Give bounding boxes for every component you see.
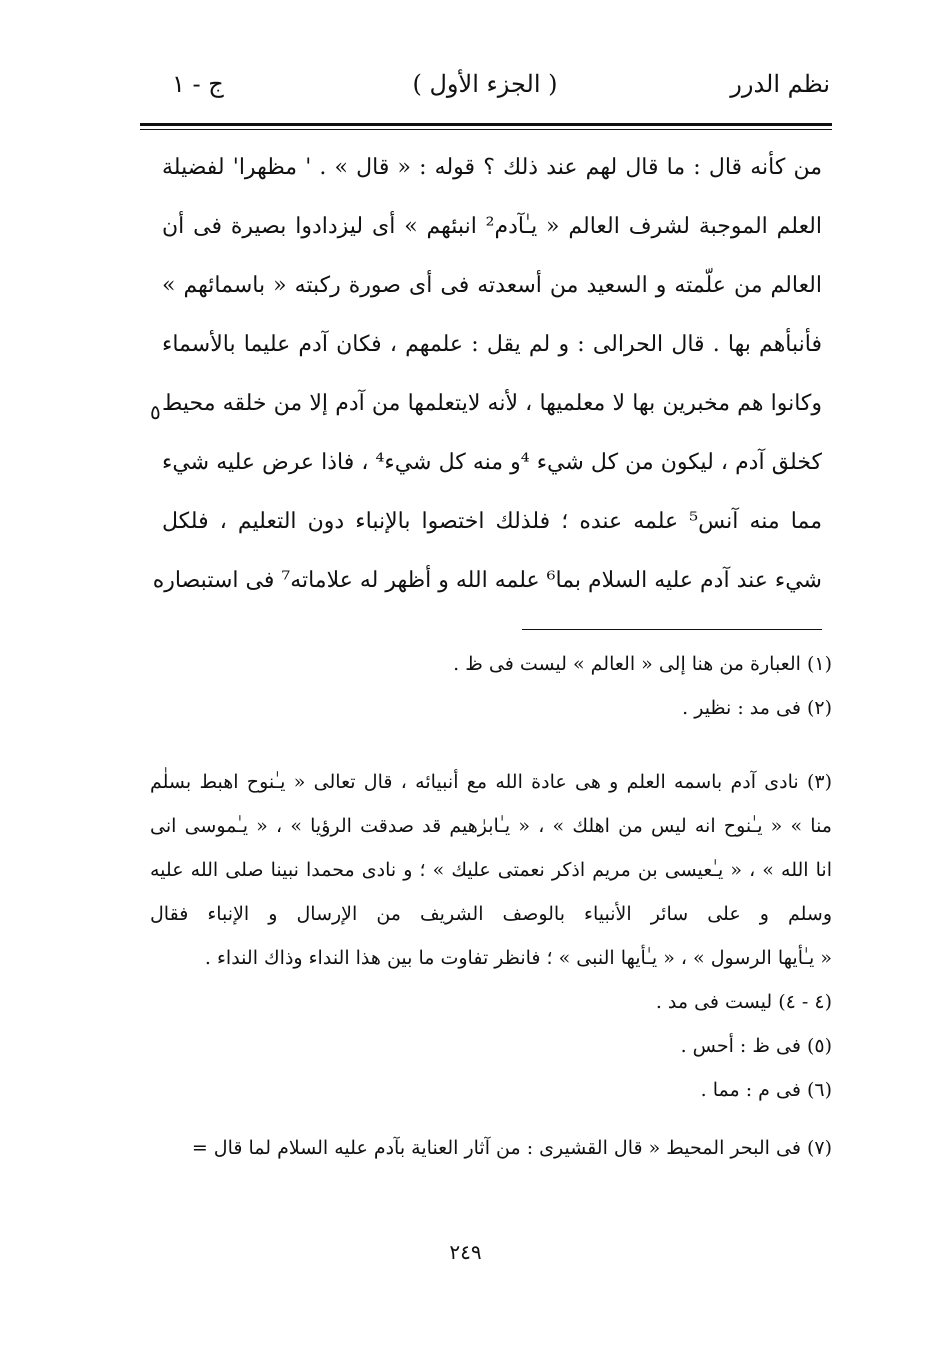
text-line: العالم من علّمته و السعيد من أسعدته فى أى صورة ركبته « باسمائهم » [162, 273, 822, 298]
text-line: وكانوا هم مخبرين بها لا معلميها ، لأنه لايتعلمها من آدم إلا من خلقه محيط [162, 391, 822, 416]
page-number: ٢٤٩ [449, 1240, 482, 1264]
footnote-2: (٢) فى مد : نظير . [682, 697, 832, 719]
text-line: فأنبأهم بها . قال الحرالى : و لم يقل : علمهم ، فكان آدم عليما بالأسماء [162, 332, 822, 357]
margin-line-number: ٥ [150, 400, 161, 424]
footnote-1: (١) العبارة من هنا إلى « العالم » ليست فى ظ . [453, 653, 832, 675]
footnotes [150, 642, 832, 1170]
footnote-3-line: « يـٰأيها الرسول » ، « يـٰأيها النبى » ؛ فانظر تفاوت ما بين هذا النداء وذاك النداء . [204, 947, 832, 969]
text-line: كخلق آدم ، ليكون من كل شيء ⁴و منه كل شيء⁴ ، فاذا عرض عليه شيء [162, 450, 822, 475]
text-line: مما منه آنس⁵ علمه عنده ؛ فلذلك اختصوا بالإنباء دون التعليم ، فلكل [162, 509, 822, 534]
footnote-gap [150, 730, 832, 760]
text-line: من كأنه قال : ما قال لهم عند ذلك ؟ قوله : « قال » . ' مظهرا' لفضيلة [162, 155, 822, 180]
footnote-separator [522, 629, 822, 630]
footnote-5: (٥) فى ظ : أحس . [680, 1035, 832, 1057]
text-line: العلم الموجبة لشرف العالم « يـٰآدم² انبئهم » أى ليزدادوا بصيرة فى أن [162, 214, 822, 239]
footnote-7: (٧) فى البحر المحيط « قال القشيرى : من آثار العناية بآدم عليه السلام لما قال = [191, 1137, 832, 1159]
book-title: نظم الدرر [730, 70, 830, 98]
footnote-6: (٦) فى م : مما . [700, 1079, 832, 1101]
footnote-3-line: منا » « يـٰنوح انه ليس من اهلك » ، « يـٰابرٰهيم قد صدقت الرؤيا » ، « يـٰموسى انى [150, 815, 832, 837]
header-rule-thick [140, 123, 832, 126]
volume-label: ج - ١ [172, 70, 224, 98]
header-rule-thin [140, 129, 832, 130]
part-title: ( الجزء الأول ) [412, 70, 558, 98]
running-header [140, 70, 830, 120]
main-text [152, 138, 822, 610]
footnote-3-line: (٣) نادى آدم باسمه العلم و هى عادة الله مع أنبيائه ، قال تعالى « يـٰنوح اهبط بسلٰم [150, 771, 832, 793]
footnote-3-line: انا الله » ، « يـٰعيسى بن مريم اذكر نعمتى عليك » ؛ و نادى محمدا نبينا صلى الله عليه [150, 859, 832, 881]
footnote-4: (٤ - ٤) ليست فى مد . [655, 991, 832, 1013]
text-line: شيء عند آدم عليه السلام بما⁶ علمه الله و أظهر له علاماته⁷ فى استبصاره [152, 568, 822, 593]
footnote-3 [150, 760, 832, 980]
footnote-3-line: وسلم و على سائر الأنبياء بالوصف الشريف من الإرسال و الإنباء فقال [150, 903, 832, 925]
